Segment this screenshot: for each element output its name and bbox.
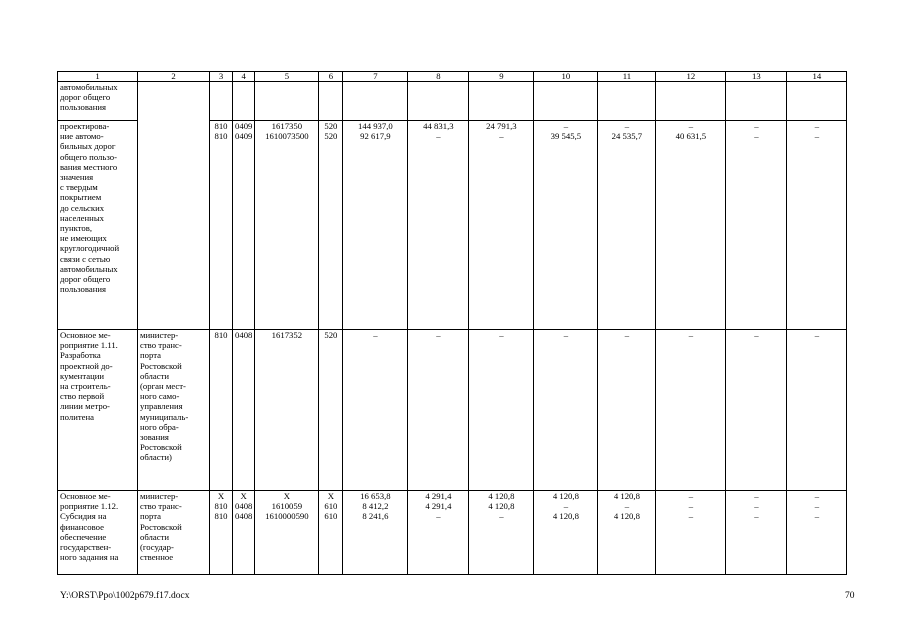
cell-year-7: – [787, 330, 847, 491]
cell-section-code: 0409 0409 [233, 121, 255, 330]
cell-year-5: – – – [656, 491, 726, 575]
cell-year-3 [534, 82, 598, 121]
cell-expense-type: 520 [319, 330, 343, 491]
col-header-13: 13 [726, 72, 787, 82]
col-header-3: 3 [210, 72, 233, 82]
cell-executor: министер- ство транс- порта Ростовской области (орган мест- ного само- управления муниципаль- ного обра- зования Ростовской области) [138, 330, 210, 491]
col-header-6: 6 [319, 72, 343, 82]
cell-total: – [343, 330, 408, 491]
cell-target-code: Х 1610059 1610000590 [255, 491, 319, 575]
cell-expense-type: 520 520 [319, 121, 343, 330]
cell-year-3: 4 120,8 – 4 120,8 [534, 491, 598, 575]
header-row [58, 72, 847, 82]
cell-year-5: – [656, 330, 726, 491]
cell-year-6: – – – [726, 491, 787, 575]
cell-executor [138, 82, 210, 330]
cell-section-code [233, 82, 255, 121]
cell-year-7: – – – [787, 491, 847, 575]
cell-description: автомобильных дорог общего пользования [58, 82, 138, 121]
cell-year-1: 4 291,4 4 291,4 – [408, 491, 469, 575]
cell-description: Основное ме- роприятие 1.12. Субсидия на финансовое обеспечение государствен- ного задания на [58, 491, 138, 575]
page-number: 70 [845, 591, 855, 601]
cell-year-2: 24 791,3 – [469, 121, 534, 330]
col-header-7: 7 [343, 72, 408, 82]
cell-executor: министер- ство транс- порта Ростовской области (государ- ственное [138, 491, 210, 575]
footer-file-path: Y:\ORST\Ppo\1002p679.f17.docx [60, 591, 190, 601]
cell-year-2 [469, 82, 534, 121]
cell-ministry-code [210, 82, 233, 121]
cell-year-1: 44 831,3 – [408, 121, 469, 330]
cell-target-code [255, 82, 319, 121]
cell-year-6: – – [726, 121, 787, 330]
cell-year-4: – [598, 330, 656, 491]
cell-ministry-code: 810 810 [210, 121, 233, 330]
cell-year-5 [656, 82, 726, 121]
cell-year-1: – [408, 330, 469, 491]
cell-year-6 [726, 82, 787, 121]
budget-table [57, 71, 847, 575]
table-row [58, 491, 847, 575]
col-header-8: 8 [408, 72, 469, 82]
cell-total: 144 937,0 92 617,9 [343, 121, 408, 330]
col-header-1: 1 [58, 72, 138, 82]
cell-year-7: – – [787, 121, 847, 330]
col-header-4: 4 [233, 72, 255, 82]
col-header-5: 5 [255, 72, 319, 82]
cell-year-3: – 39 545,5 [534, 121, 598, 330]
cell-total [343, 82, 408, 121]
cell-ministry-code: 810 [210, 330, 233, 491]
cell-year-4: 4 120,8 – 4 120,8 [598, 491, 656, 575]
cell-year-2: 4 120,8 4 120,8 – [469, 491, 534, 575]
cell-year-5: – 40 631,5 [656, 121, 726, 330]
cell-year-3: – [534, 330, 598, 491]
cell-year-6: – [726, 330, 787, 491]
cell-year-4 [598, 82, 656, 121]
col-header-9: 9 [469, 72, 534, 82]
col-header-2: 2 [138, 72, 210, 82]
cell-year-4: – 24 535,7 [598, 121, 656, 330]
cell-section-code: Х 0408 0408 [233, 491, 255, 575]
col-header-12: 12 [656, 72, 726, 82]
cell-year-2: – [469, 330, 534, 491]
cell-year-7 [787, 82, 847, 121]
cell-expense-type: Х 610 610 [319, 491, 343, 575]
table-row [58, 330, 847, 491]
cell-expense-type [319, 82, 343, 121]
col-header-14: 14 [787, 72, 847, 82]
col-header-10: 10 [534, 72, 598, 82]
col-header-11: 11 [598, 72, 656, 82]
cell-target-code: 1617352 [255, 330, 319, 491]
table-row [58, 82, 847, 121]
cell-year-1 [408, 82, 469, 121]
cell-section-code: 0408 [233, 330, 255, 491]
cell-ministry-code: Х 810 810 [210, 491, 233, 575]
cell-total: 16 653,8 8 412,2 8 241,6 [343, 491, 408, 575]
cell-target-code: 1617350 1610073500 [255, 121, 319, 330]
cell-description: проектирова- ние автомо- бильных дорог общего пользо- вания местного значения с твердым покрытием до сельских населенных пунктов, не имеющих круглогодичной связи с сетью автомобильных дорог общего пользования [58, 121, 138, 330]
cell-description: Основное ме- роприятие 1.11. Разработка проектной до- кументации на строитель- ство первой линии метро- политена [58, 330, 138, 491]
